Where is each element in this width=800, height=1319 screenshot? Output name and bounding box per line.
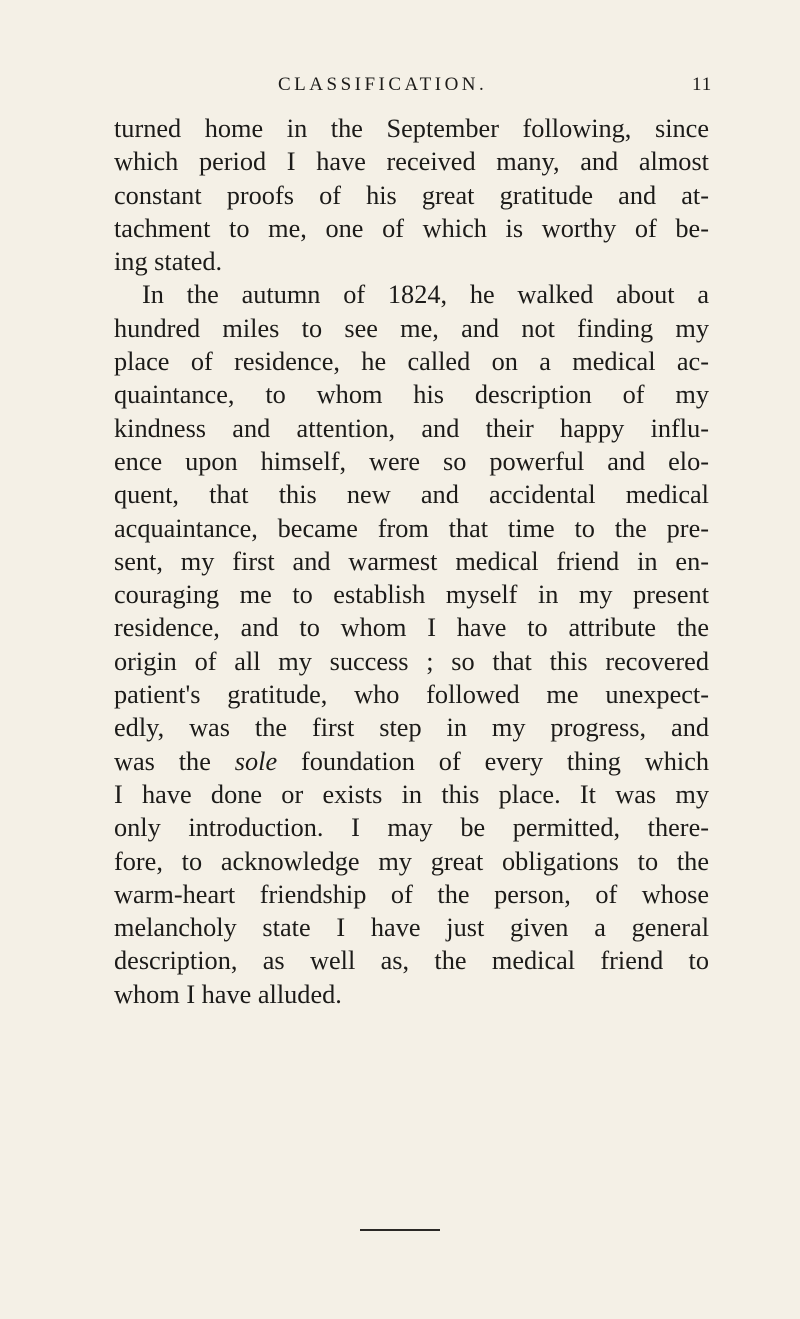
- text-line: warm-heart friendship of the person, of whose: [114, 879, 709, 909]
- text-line: ing stated.: [114, 247, 223, 277]
- text-line: patient's gratitude, who followed me unexpect-: [114, 680, 709, 710]
- text-segment: was the: [114, 746, 211, 776]
- text-line: turned home in the September following, since: [114, 114, 709, 143]
- text-line: melancholy state I have just given a general: [114, 913, 709, 943]
- text-line: I have done or exists in this place. It was my: [114, 779, 709, 809]
- text-line: quaintance, to whom his description of my: [114, 380, 709, 410]
- running-head: [0, 72, 800, 98]
- italic-word: sole: [234, 746, 278, 776]
- text-line: tachment to me, one of which is worthy of be-: [114, 213, 709, 243]
- text-line: only introduction. I may be permitted, there-: [114, 813, 709, 843]
- text-line: fore, to acknowledge my great obligations to the: [114, 846, 709, 876]
- text-line: ence upon himself, were so powerful and elo-: [114, 446, 709, 476]
- text-segment: foundation of every thing which: [301, 746, 710, 776]
- text-line: sent, my first and warmest medical friend in en-: [114, 546, 709, 576]
- text-line: whom I have alluded.: [114, 979, 342, 1009]
- text-line: edly, was the first step in my progress, and: [114, 713, 709, 743]
- text-line: place of residence, he called on a medical ac-: [114, 347, 709, 377]
- body-text: [114, 112, 709, 1011]
- text-line: In the autumn of 1824, he walked about a: [142, 280, 709, 310]
- section-divider: [360, 1229, 440, 1231]
- text-line: constant proofs of his great gratitude and at-: [114, 180, 709, 210]
- text-line: couraging me to establish myself in my present: [114, 580, 709, 610]
- text-line: quent, that this new and accidental medical: [114, 480, 709, 510]
- text-line: which period I have received many, and almost: [114, 147, 709, 177]
- text-line: description, as well as, the medical friend to: [114, 946, 709, 976]
- running-title: CLASSIFICATION.: [278, 74, 488, 95]
- text-line: residence, and to whom I have to attribute the: [114, 613, 709, 643]
- text-line: [114, 745, 709, 778]
- text-line: kindness and attention, and their happy influ-: [114, 413, 709, 443]
- page-number: 11: [692, 74, 713, 95]
- text-line: acquaintance, became from that time to the pre-: [114, 513, 709, 543]
- text-line: hundred miles to see me, and not finding my: [114, 313, 709, 343]
- text-line: origin of all my success ; so that this recovered: [114, 646, 709, 676]
